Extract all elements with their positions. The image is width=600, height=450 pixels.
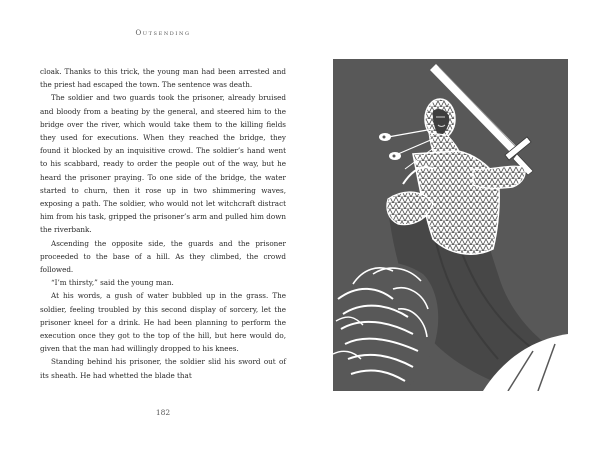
- victim-hair: [333, 262, 438, 391]
- paragraph: cloak. Thanks to this trick, the young man had been arrested and the priest had escaped the town. The sentence was death.: [40, 67, 286, 90]
- page-number: 182: [155, 408, 171, 417]
- paragraph: Ascending the opposite side, the guards and the prisoner proceeded to the base of a hill. As they climbed, the crowd followed.: [40, 238, 286, 275]
- paragraph: The soldier and two guards took the prisoner, already bruised and bloody from a beating by the general, and steered him to the bridge over the river, which would take them to the killing fields they used for executions. When they reached the bridge, they found it blocked by an inquisitive crowd. The soldier’s hand went to his scabbard, ready to order the people out of the way, but he heard the prisoner praying. To one side of the bridge, the water started to churn, then it rose up in two shimmering waves, exposing a path. The soldier, who would not let witchcraft distract him from his task, gripped the prisoner’s arm and pulled him down the riverbank.: [40, 93, 286, 235]
- paragraph: Standing behind his prisoner, the soldier slid his sword out of its sheath. He had whetted the blade that: [40, 357, 286, 380]
- paragraph: At his words, a gush of water bubbled up in the grass. The soldier, feeling troubled by this second display of sorcery, let the prisoner kneel for a drink. He had been planning to perform the execution once they got to the top of the hill, but here would do, given that the man had willingly dropped to his knees.: [40, 291, 286, 354]
- linocut-illustration: [333, 59, 568, 391]
- body-text: [40, 65, 286, 382]
- paragraph: “I’m thirsty,” said the young man.: [51, 278, 174, 288]
- illustration-plate: [333, 59, 568, 391]
- running-head: Outsending: [135, 29, 191, 37]
